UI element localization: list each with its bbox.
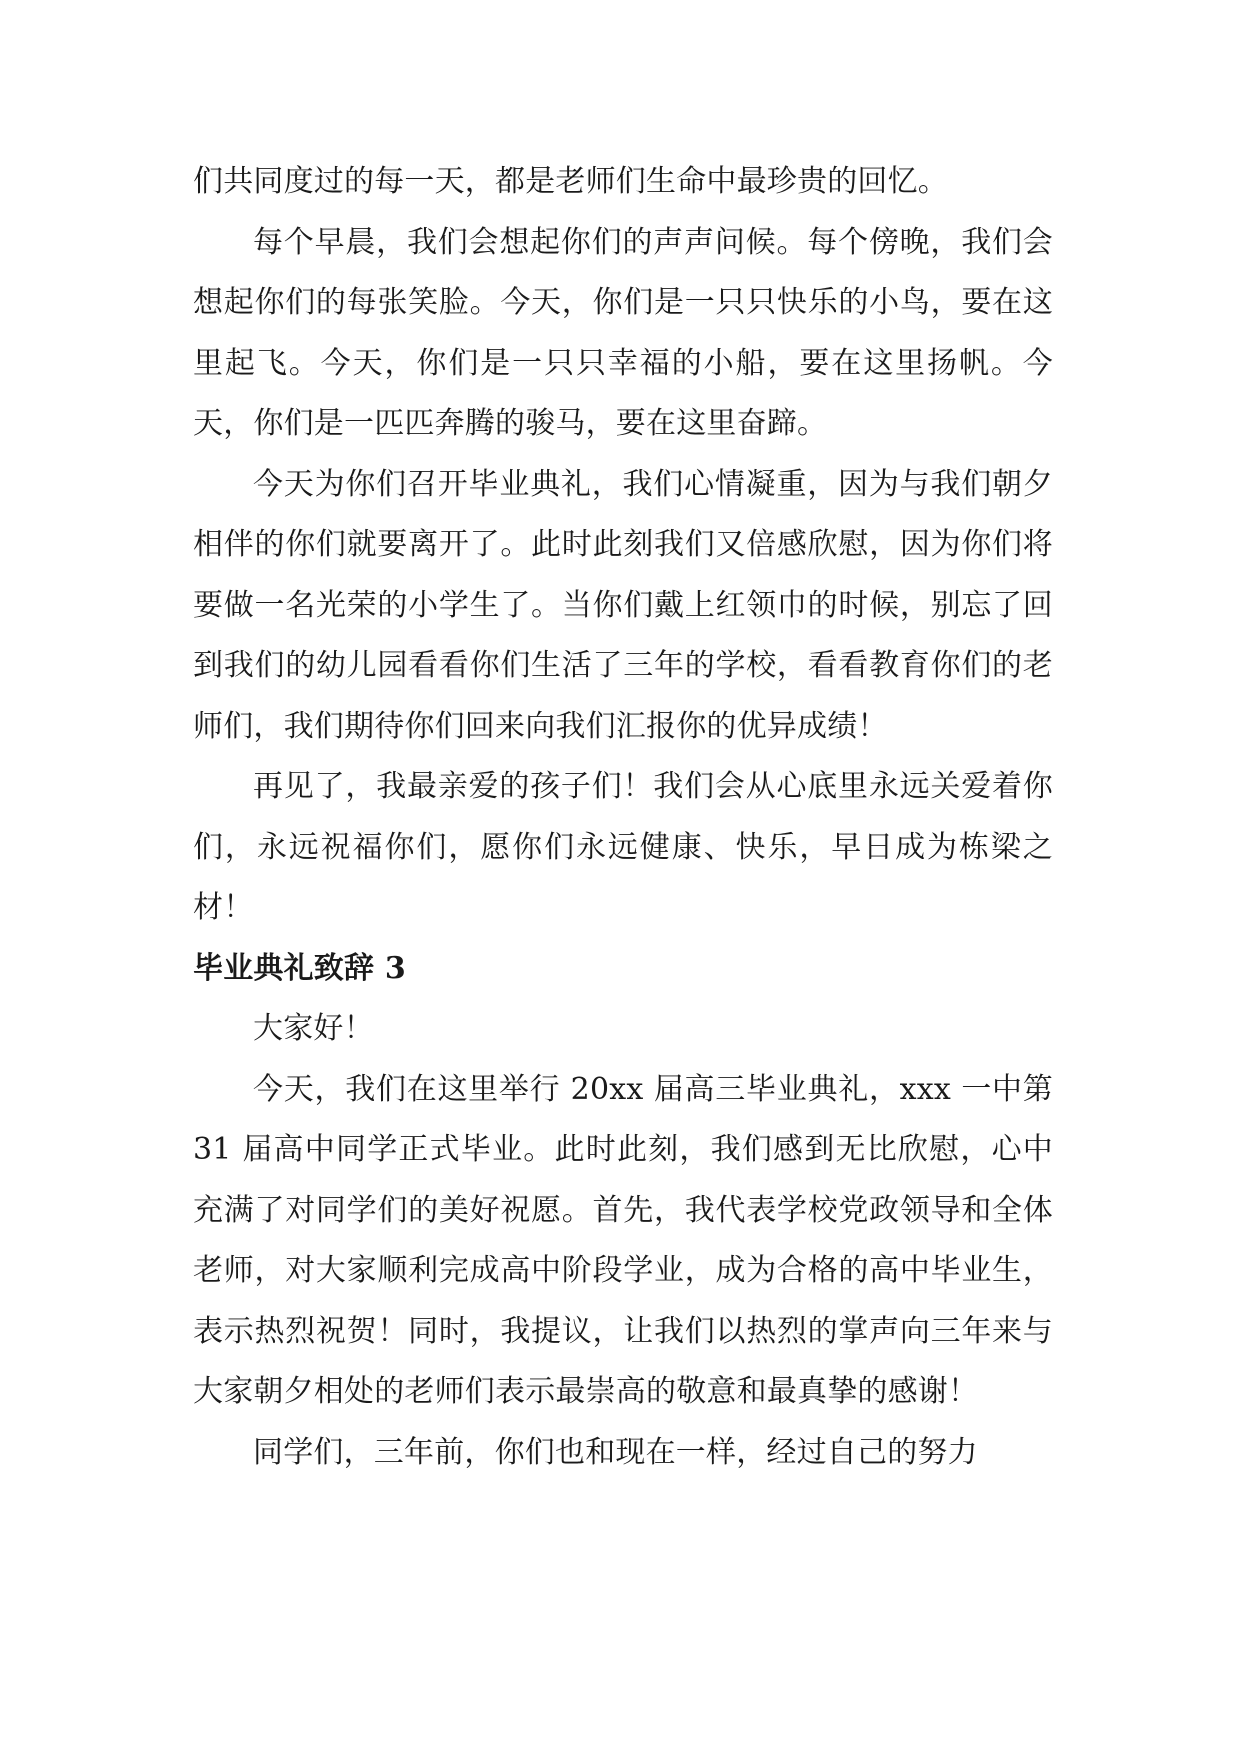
paragraph: 们共同度过的每一天，都是老师们生命中最珍贵的回忆。	[193, 164, 948, 199]
paragraph: 今天，我们在这里举行 20xx 届高三毕业典礼，xxx 一中第 31 届高中同学正式毕业。此时此刻，我们感到无比欣慰，心中充满了对同学们的美好祝愿。首先，我代表学校党政领导和全体老师，对大家顺利完成高中阶段学业，成为合格的高中毕业生，表示热烈祝贺！同时，我提议，让我们以热烈的掌声向三年来与大家朝夕相处的老师们表示最崇高的敬意和最真挚的感谢！	[193, 1071, 1053, 1409]
greeting: 大家好！	[253, 1011, 374, 1046]
document-body	[193, 152, 1053, 1483]
paragraph: 再见了，我最亲爱的孩子们！我们会从心底里永远关爱着你们，永远祝福你们，愿你们永远健康、快乐，早日成为栋梁之材！	[193, 769, 1053, 925]
paragraph: 今天为你们召开毕业典礼，我们心情凝重，因为与我们朝夕相伴的你们就要离开了。此时此刻我们又倍感欣慰，因为你们将要做一名光荣的小学生了。当你们戴上红领巾的时候，别忘了回到我们的幼儿园看看你们生活了三年的学校，看看教育你们的老师们，我们期待你们回来向我们汇报你的优异成绩！	[193, 466, 1053, 744]
paragraph: 每个早晨，我们会想起你们的声声问候。每个傍晚，我们会想起你们的每张笑脸。今天，你们是一只只快乐的小鸟，要在这里起飞。今天，你们是一只只幸福的小船，要在这里扬帆。今天，你们是一匹匹奔腾的骏马，要在这里奋蹄。	[193, 224, 1053, 441]
paragraph: 同学们，三年前，你们也和现在一样，经过自己的努力	[253, 1434, 978, 1470]
section-heading: 毕业典礼致辞 3	[193, 950, 406, 986]
